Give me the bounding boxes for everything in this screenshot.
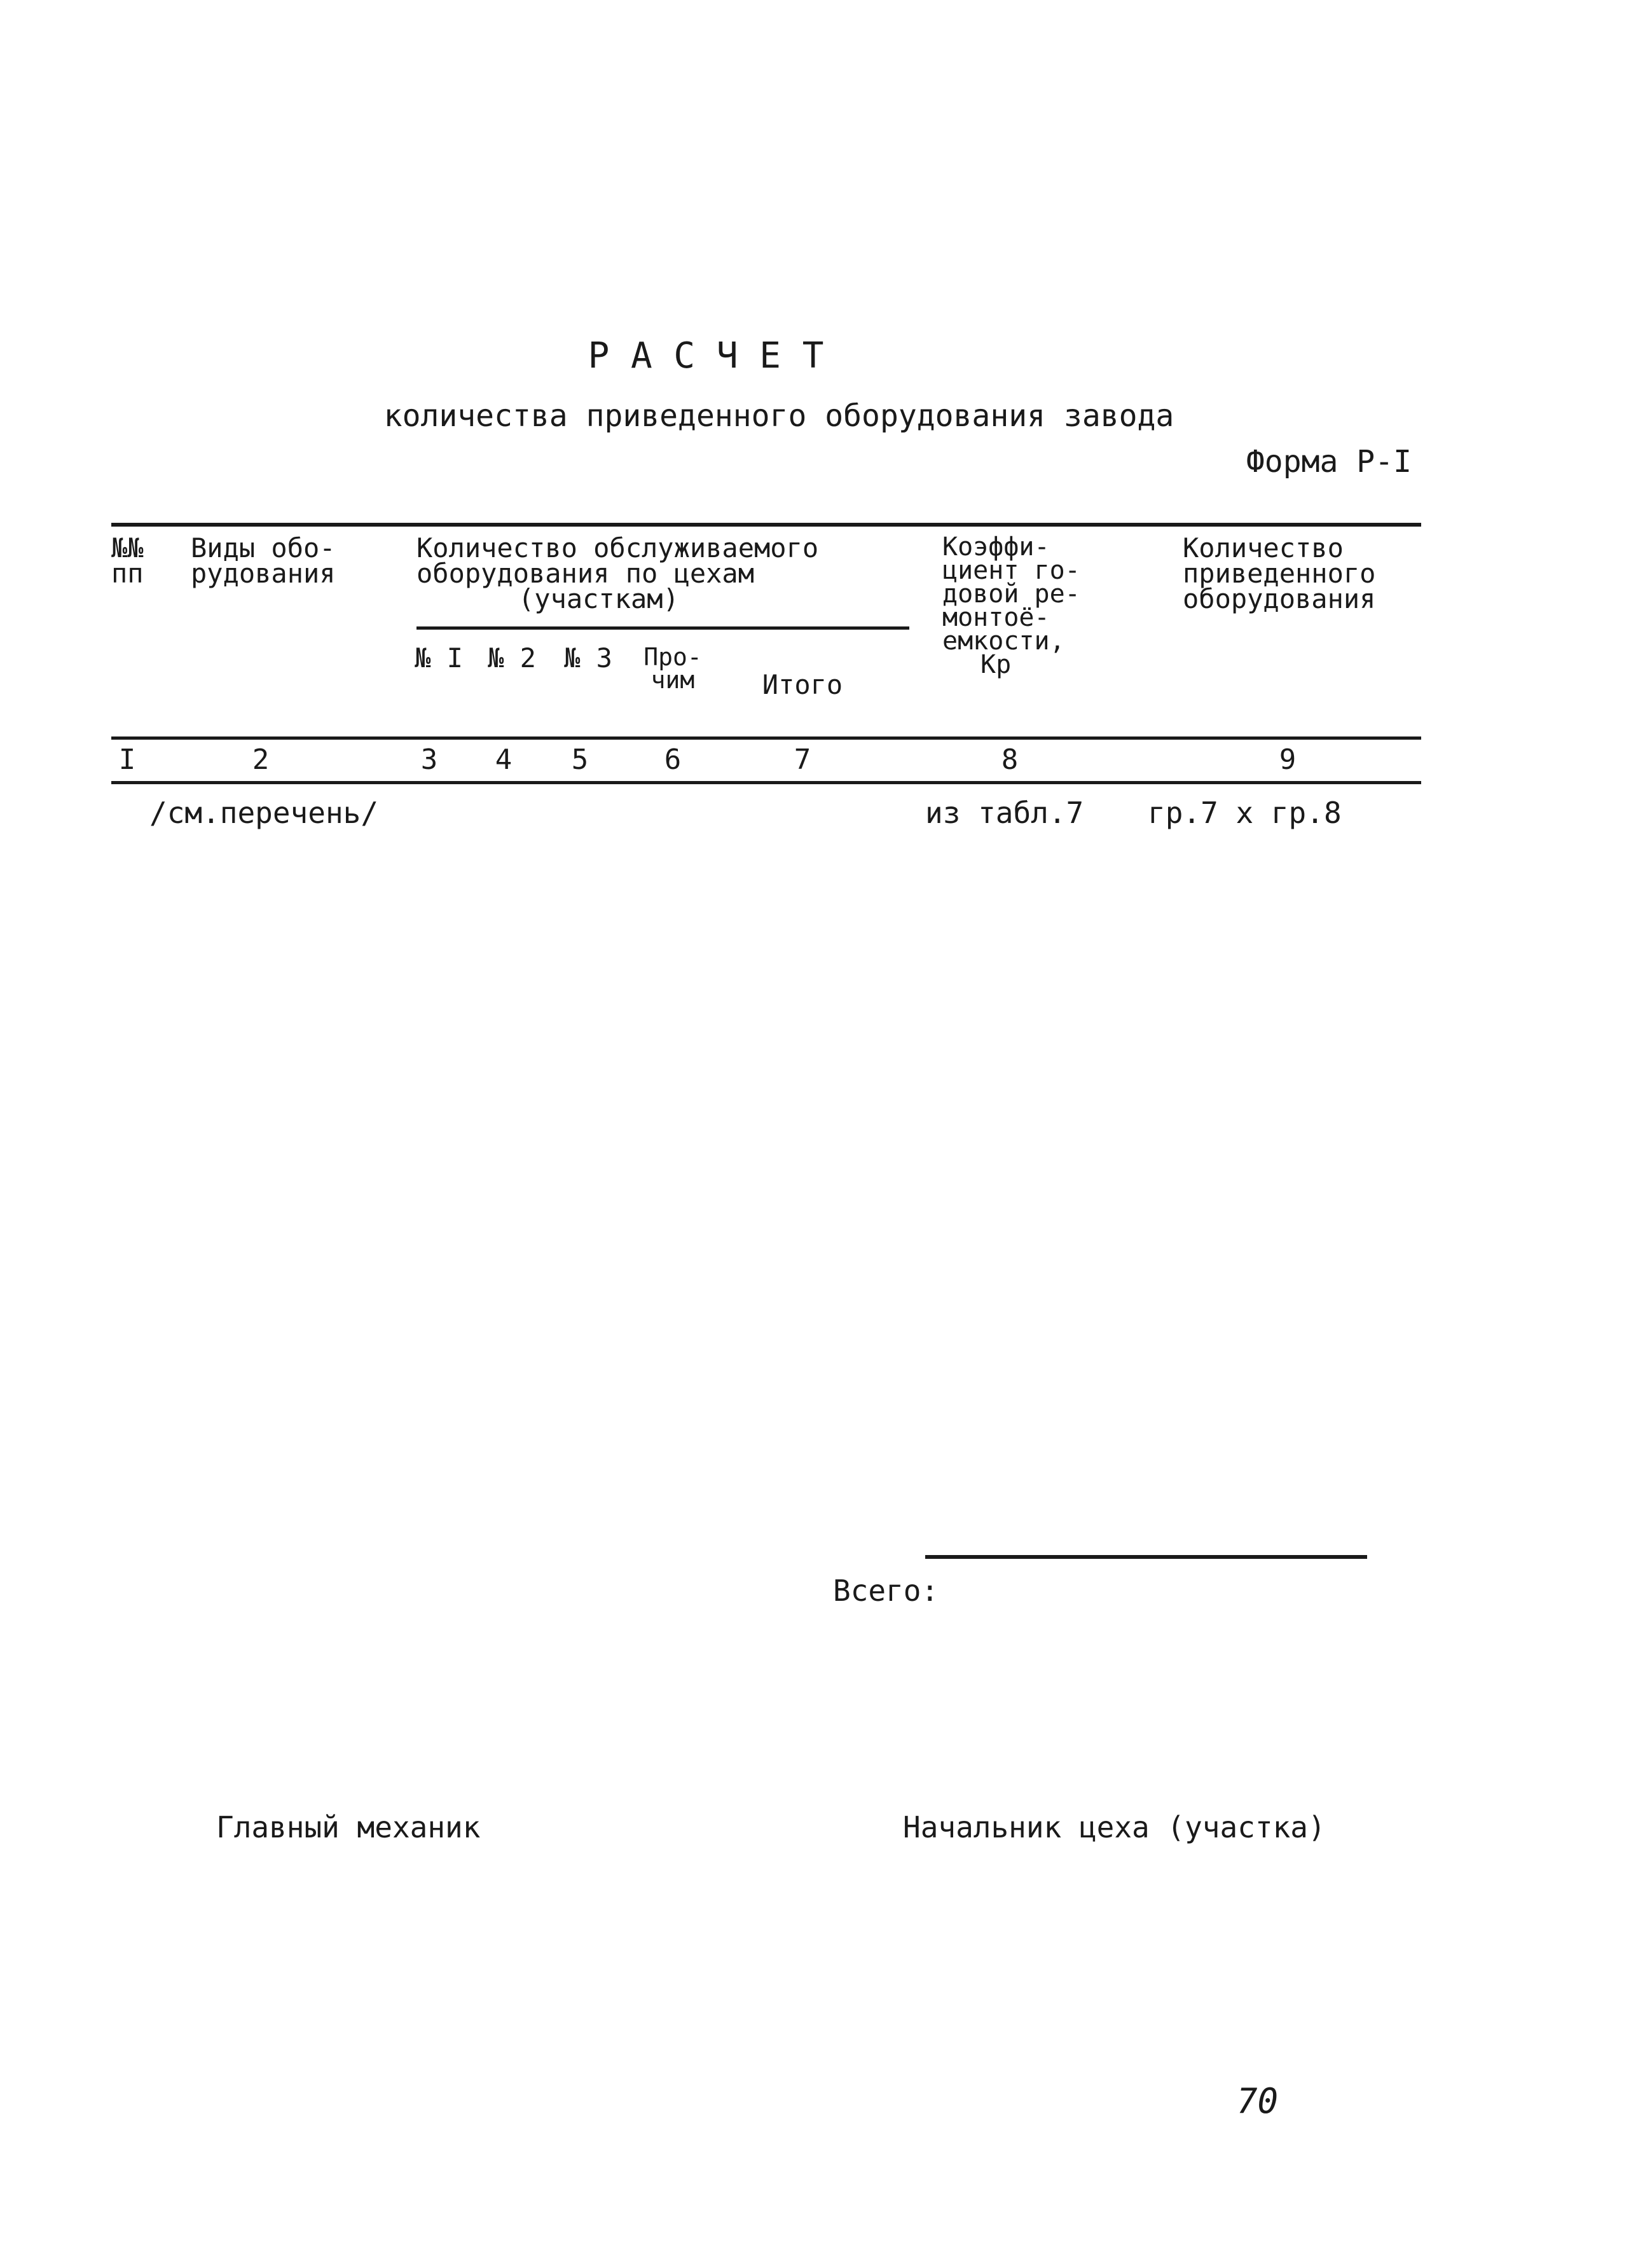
document-subtitle: количества приведенного оборудования завода [383,398,1174,434]
column-number-3: 3 [420,743,438,776]
page-number: 70 [1237,2081,1279,2121]
group-header-rule [416,626,909,630]
header-repair-coefficient: Коэффи- циент го- довой ре- монтоё- емкости, Кр [942,532,1080,679]
header-workshop-2: № 2 [488,642,536,674]
form-label: Форма Р-I [1246,444,1412,480]
header-reduced-equipment-quantity: Количество приведенного оборудования [1183,532,1376,614]
header-workshop-3: № 3 [564,642,612,674]
signature-chief-mechanic: Главный механик [216,1810,481,1844]
header-equipment-types: Виды обо- рудования [191,532,336,589]
column-numbers-bottom-rule [111,781,1421,784]
header-row-number: №№ пп [111,532,144,589]
column-number-5: 5 [571,743,589,776]
row-equipment-reference: /см.перечень/ [149,796,379,830]
column-number-2: 2 [252,743,270,776]
signature-workshop-head: Начальник цеха (участка) [903,1810,1326,1844]
column-number-9: 9 [1279,743,1297,776]
row-coefficient-source: из табл.7 [925,796,1084,830]
column-number-1: I [118,743,136,776]
row-formula: гр.7 х гр.8 [1148,796,1342,830]
column-number-7: 7 [794,743,811,776]
header-serviced-equipment-group: Количество обслуживаемого оборудования по цехам (участкам) [416,532,819,614]
table-top-rule [111,523,1421,527]
header-workshop-1: № I [415,642,463,674]
header-bottom-rule [111,736,1421,740]
header-other: Про- чим [643,643,702,694]
column-number-4: 4 [495,743,513,776]
total-label: Всего: [833,1573,939,1608]
document-title: Р А С Ч Е Т [588,335,824,377]
column-number-8: 8 [1001,743,1019,776]
total-rule [925,1555,1367,1559]
header-total: Итого [762,669,843,700]
column-number-6: 6 [664,743,682,776]
